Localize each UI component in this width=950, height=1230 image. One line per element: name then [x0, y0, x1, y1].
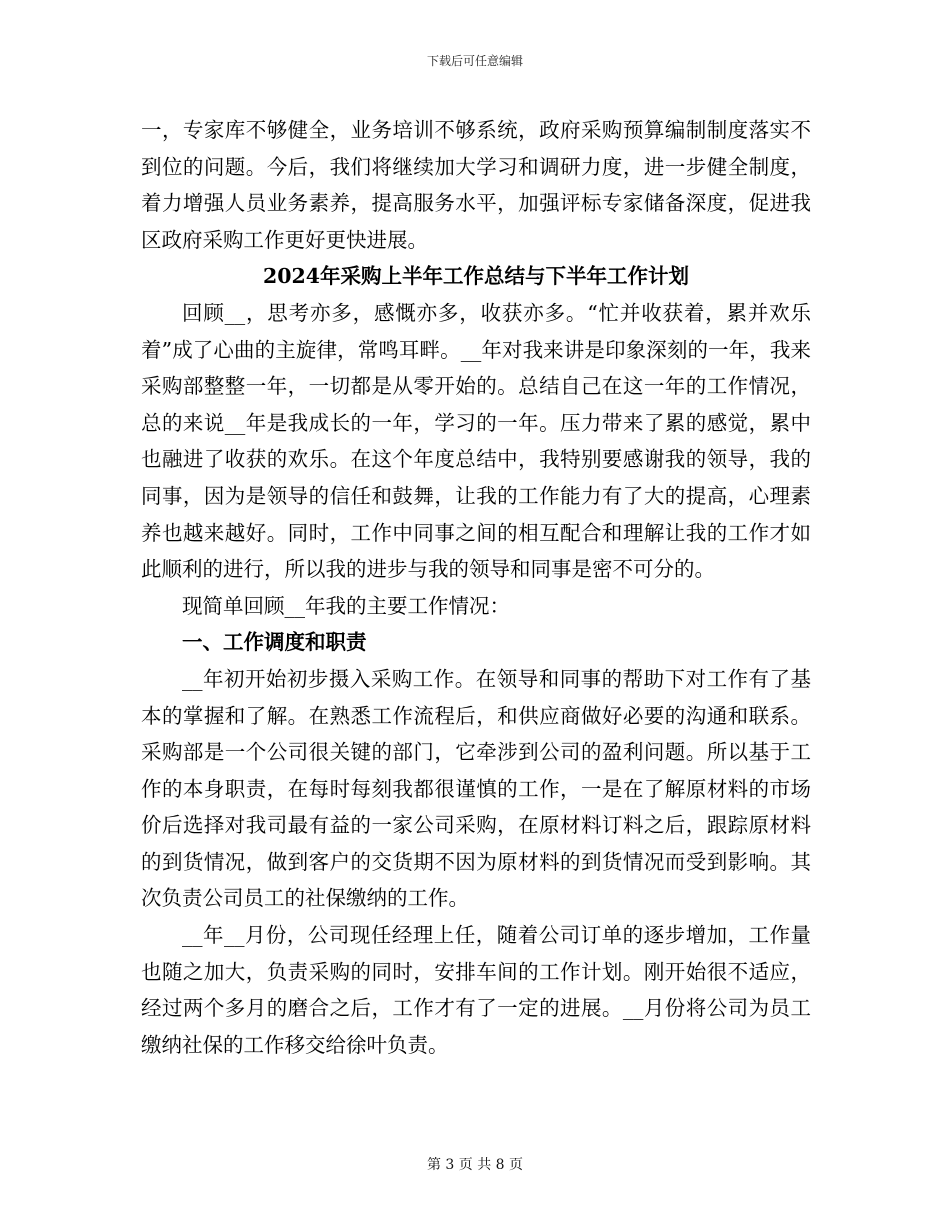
section-heading-1: 一、工作调度和职责 [182, 630, 367, 655]
paragraph-section-1-a: __年初开始初步摄入采购工作。在领导和同事的帮助下对工作有了基本的掌握和了解。在熟悉工作流程后，和供应商做好必要的沟通和联系。采购部是一个公司很关键的部门，它牵涉到公司的盈利问题。所以基于工作的本身职责，在每时每刻我都很谨慎的工作，一是在了解原材料的市场价后选择对我司最有益的一家公司采购，在原材料订料之后，跟踪原材料的到货情况，做到客户的交货期不因为原材料的到货情况而受到影响。其次负责公司员工的社保缴纳的工作。 [141, 666, 811, 911]
document-title: 2024年采购上半年工作总结与下半年工作计划 [262, 264, 690, 289]
paragraph-section-1-b: __年__月份，公司现任经理上任，随着公司订单的逐步增加，工作量也随之加大，负责采购的同时，安排车间的工作计划。刚开始很不适应，经过两个多月的磨合之后，工作才有了一定的进展。__月份将公司为员工缴纳社保的工作移交给徐叶负责。 [141, 923, 811, 1057]
document-body [141, 112, 811, 1063]
paragraph-intro-continued: 一，专家库不够健全，业务培训不够系统，政府采购预算编制制度落实不到位的问题。今后，我们将继续加大学习和调研力度，进一步健全制度，着力增强人员业务素养，提高服务水平，加强评标专家储备深度，促进我区政府采购工作更好更快进展。 [141, 118, 811, 252]
page-header: 下载后可任意编辑 [426, 54, 523, 68]
paragraph-summary-intro: 现简单回顾__年我的主要工作情况： [182, 593, 510, 618]
paragraph-review: 回顾__，思考亦多，感慨亦多，收获亦多。“忙并收获着，累并欢乐着”成了心曲的主旋律，常鸣耳畔。__年对我来讲是印象深刻的一年，我来采购部整整一年，一切都是从零开始的。总结自己在这一年的工作情况，总的来说__年是我成长的一年，学习的一年。压力带来了累的感觉，累中也融进了收获的欢乐。在这个年度总结中，我特别要感谢我的领导，我的同事，因为是领导的信任和鼓舞，让我的工作能力有了大的提高，心理素养也越来越好。同时，工作中同事之间的相互配合和理解让我的工作才如此顺利的进行，所以我的进步与我的领导和同事是密不可分的。 [141, 300, 811, 582]
page-footer: 第 3 页 共 8 页 [426, 1157, 524, 1173]
